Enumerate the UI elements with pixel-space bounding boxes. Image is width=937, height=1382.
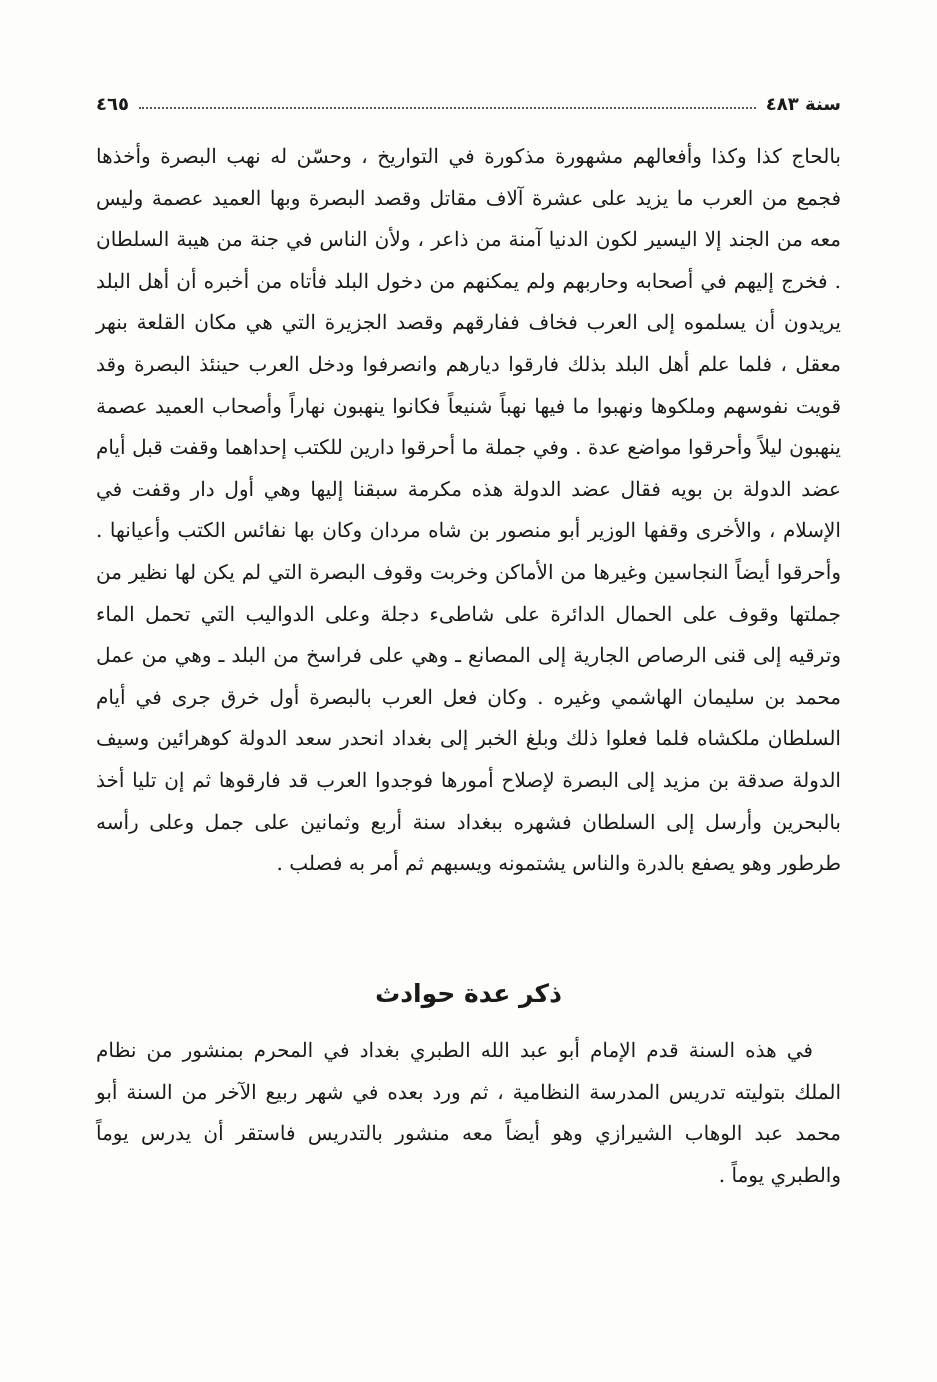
main-paragraph: بالحاج كذا وكذا وأفعالهم مشهورة مذكورة في التواريخ ، وحسّن له نهب البصرة وأخذها فجمع من العرب ما يزيد على عشرة آلاف مقاتل وقصد البصرة وبها العميد عصمة وليس معه من الجند إلا اليسير لكون الدنيا آمنة من ذاعر ، ولأن الناس في جنة من هيبة السلطان . فخرج إليهم في أصحابه وحاربهم ولم يمكنهم من دخول البلد فأتاه من أخبره أن أهل البلد يريدون أن يسلموه إلى العرب فخاف ففارقهم وقصد الجزيرة التي هي مكان القلعة بنهر معقل ، فلما علم أهل البلد بذلك فارقوا ديارهم وانصرفوا ودخل العرب حينئذ البصرة وقد قويت نفوسهم وملكوها ونهبوا ما فيها نهباً شنيعاً فكانوا ينهبون نهاراً وأصحاب العميد عصمة ينهبون ليلاً وأحرقوا مواضع عدة . وفي جملة ما أحرقوا دارين للكتب إحداهما وقفت قبل أيام عضد الدولة بن بويه فقال عضد الدولة هذه مكرمة سبقنا إليها وهي أول دار وقفت في الإسلام ، والأخرى وقفها الوزير أبو منصور بن شاه مردان وكان بها نفائس الكتب وأعيانها . وأحرقوا أيضاً النجاسين وغيرها من الأماكن وخربت وقوف البصرة التي لم يكن لها نظير من جملتها وقوف على الحمال الدائرة على شاطىء دجلة وعلى الدواليب التي تحمل الماء وترقيه إلى قنى الرصاص الجارية إلى المصانع ـ وهي على فراسخ من البلد ـ وهي من عمل محمد بن سليمان الهاشمي وغيره . وكان فعل العرب بالبصرة أول خرق جرى في أيام السلطان ملكشاه فلما فعلوا ذلك وبلغ الخبر إلى بغداد انحدر سعد الدولة كوهرائين وسيف الدولة صدقة بن مزيد إلى البصرة لإصلاح أمورها فوجدوا العرب قد فارقوها ثم إن تليا أخذ بالبحرين وأرسل إلى السلطان فشهره ببغداد سنة أربع وثمانين على جمل وعلى رأسه طرطور وهو يصفع بالدرة والناس يشتمونه ويسبهم ثم أمر به فصلب . — [96, 144, 841, 876]
page-number: ٤٦٥ — [96, 93, 129, 115]
section-text-block — [96, 1030, 841, 1196]
main-text-block — [96, 136, 841, 885]
header-dotted-leader — [139, 107, 756, 109]
section-heading: ذكر عدة حوادث — [375, 979, 562, 1008]
section-paragraph: في هذه السنة قدم الإمام أبو عبد الله الطبري بغداد في المحرم بمنشور من نظام الملك بتوليته تدريس المدرسة النظامية ، ثم ورد بعده في شهر ربيع الآخر من السنة أبو محمد عبد الوهاب الشيرازي وهو أيضاً معه منشور بالتدريس فاستقر أن يدرس يوماً والطبري يوماً . — [96, 1038, 841, 1187]
header-year: سنة ٤٨٣ — [765, 93, 841, 115]
running-header — [96, 88, 841, 120]
